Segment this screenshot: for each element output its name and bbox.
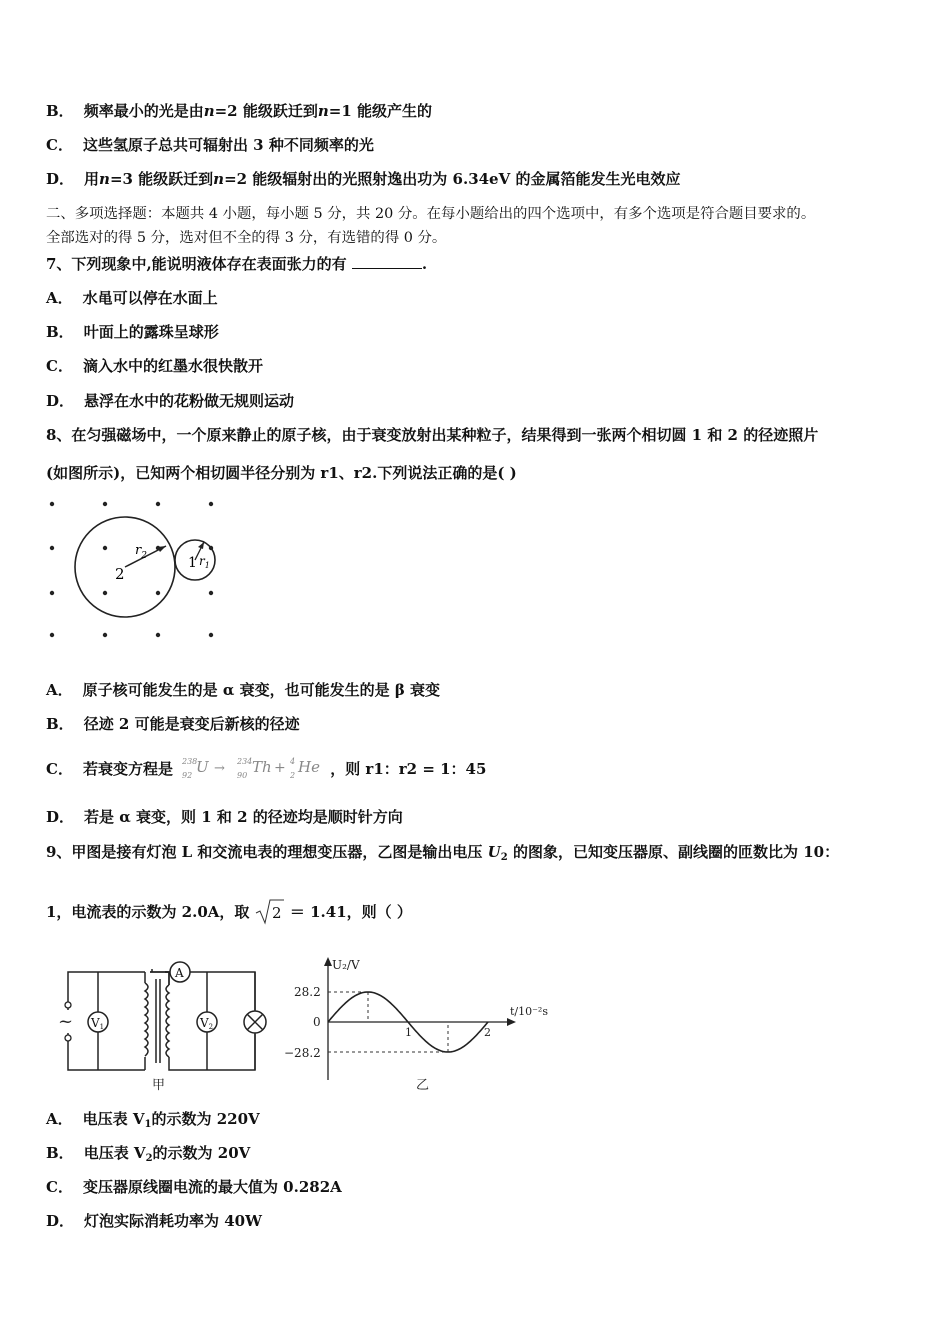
figure-jia-caption: 甲 bbox=[152, 1078, 166, 1093]
ac-symbol: ~ bbox=[58, 1011, 74, 1032]
q7-option-a: A． 水黾可以停在水面上 bbox=[46, 289, 218, 307]
section2-heading: 二、多项选择题：本题共 4 小题，每小题 5 分，共 20 分。在每小题给出的四个选项中，有多个选项是符合题目要求的。 bbox=[46, 206, 816, 222]
sqrt-two bbox=[255, 897, 285, 927]
x-axis-label: t/10⁻²s bbox=[510, 1005, 548, 1018]
figure-yi-caption: 乙 bbox=[416, 1078, 430, 1093]
zero-label: 0 bbox=[313, 1015, 321, 1029]
q8-option-d: D． 若是 α 衰变，则 1 和 2 的径迹均是顺时针方向 bbox=[46, 808, 403, 826]
svg-text:90: 90 bbox=[237, 771, 248, 780]
ac-terminal-bottom bbox=[65, 1035, 71, 1041]
svg-text:He: He bbox=[298, 758, 321, 776]
ammeter-label: A bbox=[175, 966, 184, 980]
y-min-label: −28.2 bbox=[284, 1046, 321, 1060]
q8-option-a: A． 原子核可能发生的是 α 衰变，也可能发生的是 β 衰变 bbox=[46, 681, 441, 699]
q7-option-c: C． 滴入水中的红墨水很快散开 bbox=[46, 357, 263, 375]
x-axis-arrow bbox=[507, 1018, 516, 1026]
y-axis-arrow bbox=[324, 957, 332, 966]
q9-option-b: B． 电压表 $V_2$的示数为 20V bbox=[46, 1144, 251, 1164]
x-tick-2: 2 bbox=[484, 1026, 491, 1039]
svg-text:238: 238 bbox=[182, 757, 198, 766]
ac-terminal-top bbox=[65, 1002, 71, 1008]
q7-option-d: D． 悬浮在水中的花粉做无规则运动 bbox=[46, 392, 295, 410]
q9-option-c: C． 变压器原线圈电流的最大值为 0.282A bbox=[46, 1178, 342, 1196]
q9-stem-line1: 9、甲图是接有灯泡 L 和交流电表的理想变压器，乙图是输出电压 $U_2$ 的图象，已知变压器原、副线圈的匝数比为 10： bbox=[46, 843, 840, 863]
q9-figure-jia bbox=[50, 955, 275, 1095]
svg-text:→: → bbox=[214, 761, 226, 776]
q9-figure-yi bbox=[280, 955, 565, 1095]
circle-1-label: 1 bbox=[188, 555, 197, 571]
y-max-label: 28.2 bbox=[294, 985, 321, 999]
svg-text:+: + bbox=[274, 760, 286, 776]
q9-option-a: A． 电压表 $V_1$的示数为 220V bbox=[46, 1110, 260, 1130]
r1-label: $r_1$ bbox=[199, 554, 210, 570]
decay-equation bbox=[180, 754, 330, 786]
v2-label: V2 bbox=[200, 1016, 214, 1031]
primary-coil bbox=[145, 983, 148, 1056]
svg-text:2: 2 bbox=[271, 904, 282, 922]
q7-option-b: B． 叶面上的露珠呈球形 bbox=[46, 323, 219, 341]
q8-option-c: C． 若衰变方程是 238 92 U → 234 90 Th + 4 2 He ，则 r1：r2 = 1：45 bbox=[46, 752, 486, 786]
q8-stem-line1: 8、在匀强磁场中，一个原来静止的原子核，由于衰变放射出某种粒子，结果得到一张两个相切圆 1 和 2 的径迹照片 bbox=[46, 426, 819, 444]
q8-stem-line2: (如图所示)，已知两个相切圆半径分别为 r1、r2.下列说法正确的是( ) bbox=[46, 464, 517, 482]
y-axis-label: U₂/V bbox=[332, 958, 360, 972]
q9-option-d: D． 灯泡实际消耗功率为 40W bbox=[46, 1212, 262, 1230]
q9-stem-line2: 1，电流表的示数为 2.0A，取 2 ＝ 1.41，则（ ） bbox=[46, 897, 412, 927]
svg-text:92: 92 bbox=[182, 771, 193, 780]
q7-blank bbox=[352, 254, 422, 269]
svg-text:4: 4 bbox=[290, 757, 296, 766]
q6-option-c: C． 这些氢原子总共可辐射出 3 种不同频率的光 bbox=[46, 136, 374, 154]
v1-label: V1 bbox=[91, 1016, 105, 1031]
x-tick-1: 1 bbox=[405, 1026, 412, 1039]
section2-note: 全部选对的得 5 分，选对但不全的得 3 分，有选错的得 0 分。 bbox=[46, 230, 447, 246]
q8-option-b: B． 径迹 2 可能是衰变后新核的径迹 bbox=[46, 715, 300, 733]
svg-text:234: 234 bbox=[237, 757, 253, 766]
circle-2-label: 2 bbox=[115, 565, 125, 583]
q8-figure bbox=[40, 495, 230, 645]
primary-bottom-wire bbox=[68, 1033, 145, 1070]
svg-text:Th: Th bbox=[252, 758, 272, 776]
svg-text:2: 2 bbox=[290, 771, 296, 780]
primary-top-wire bbox=[68, 972, 145, 1010]
q6-option-b: B． 频率最小的光是由n=2 能级跃迁到n=1 能级产生的 bbox=[46, 102, 432, 120]
secondary-coil bbox=[166, 985, 169, 1057]
q7-stem: 7、下列现象中,能说明液体存在表面张力的有 . bbox=[46, 255, 428, 273]
r2-label: $r_2$ bbox=[135, 543, 147, 561]
q6-option-d: D． 用n=3 能级跃迁到n=2 能级辐射出的光照射逸出功为 6.34eV 的金属箔能发生光电效应 bbox=[46, 170, 681, 188]
svg-text:U: U bbox=[196, 758, 209, 776]
